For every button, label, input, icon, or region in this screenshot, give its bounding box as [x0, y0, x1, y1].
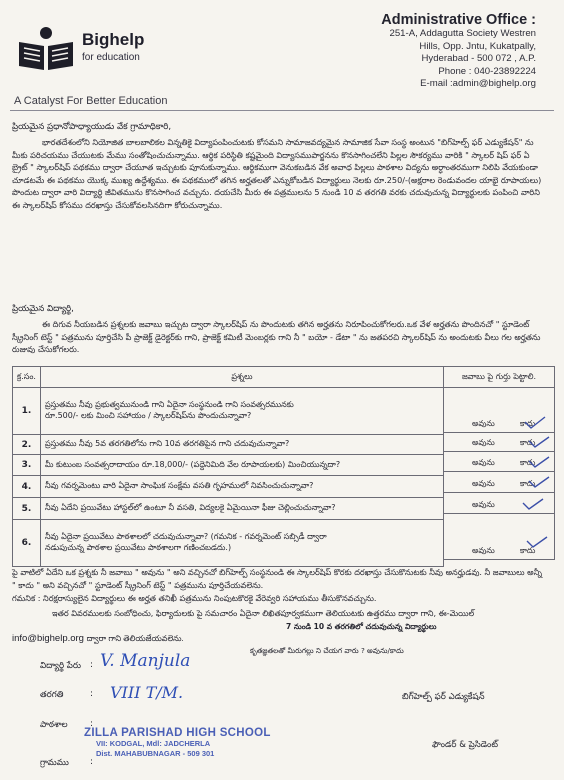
- note-paragraph: గమనిక : నిరక్షరాస్యులైన విద్యార్థులు ఈ అర్హత తనిఖీ పత్రమును నింపుటకొరకై వేరెవ్వరి సహాయము తీసుకొనవచ్చును.: [12, 593, 377, 603]
- table-row: [13, 476, 444, 498]
- answer-yes: అవును: [472, 500, 495, 509]
- signature-prompt: కృతజ్ఞతలతో మీరుగల్లు ని చేయగ వారు ? అవును/కాదు: [250, 646, 404, 655]
- question-text: మీ కుటుంబ సంవత్సరాదాయం రూ.18,000/- (పద్దెనిమిది వేల రూపాయలకు) మించియున్నదా?: [40, 455, 443, 476]
- eligibility-table: [12, 366, 444, 567]
- table-row: [13, 520, 444, 567]
- tick-mark-icon: [524, 416, 546, 430]
- answer-yes: అవును: [472, 438, 495, 447]
- contact-email[interactable]: info@bighelp.org: [12, 633, 84, 644]
- signoff-organization: బిగ్‌హెల్ప్ ఫర్ ఎడ్యుకేషన్: [402, 692, 485, 702]
- office-address-line: Hyderabad - 500 072 , A.P.: [421, 53, 536, 64]
- signoff-role: ఫౌండర్ & ప్రెసిడెంట్: [432, 740, 498, 750]
- office-address-line: Hills, Opp. Jntu, Kukatpally,: [419, 40, 536, 52]
- office-email: E-mail :admin@bighelp.org: [420, 78, 536, 89]
- class-range-note: 7 నుండి 10 వ తరగతిలో చదువుచున్న విద్యార్థులు: [286, 622, 437, 631]
- table-row: [13, 388, 444, 435]
- stamp-title: ZILLA PARISHAD HIGH SCHOOL: [84, 727, 271, 739]
- office-address-block: [276, 12, 536, 91]
- contact-paragraph: ఇతర వివరములకు సంబోధించు, ఫిర్యాదులకు పై సమచారం ఏదైనా లిఖితపూర్వకముగా తెలియుటకు ఉత్తరము ద్వారా గాని, ఈ-మెయిల్: [52, 608, 475, 618]
- contact-email-tail: ద్వారా గాని తెలియజేయవలెను.: [86, 634, 184, 643]
- student-name-label: విద్యార్థి పేరు: [40, 661, 81, 671]
- class-value[interactable]: VIII T/M.: [110, 683, 184, 702]
- colon: :: [90, 660, 94, 670]
- column-header-number: క్ర.సం.: [13, 367, 41, 388]
- colon: :: [90, 719, 94, 729]
- office-title: Administrative Office :: [381, 12, 536, 28]
- answer-no: కాదు: [520, 458, 536, 467]
- answer-no: కాదు: [520, 438, 536, 447]
- greeting-student: ప్రియమైన విద్యార్థి,: [12, 304, 74, 314]
- answer-no: కాదు: [520, 479, 536, 488]
- intro-paragraph: భారతదేశంలోని నియోజిత బాలబాలికల విన్నతికై విద్యాపంపించుటకు కోసమని సామాజవద్యమైన సామాజిక సేవా సంస్థ అంటున "బిగ్‌హెల్ప్ ఫర్ ఎడ్యుకేషన్" ను మీకు పరిచయము చేయుటకు మేము సంతోషించుచున్నాము. ఆర్థిక పరిస్థితి కష్టమైంది విద్యాసముపార్జనను కొనసాగించలేని పిల్లల సౌకర్యము వారికి " స్కాలర్ షిప్ ఫర్ ఏ బ్రైట్ " స్కాలర్‌షిప్ పథకము ద్వారా చేయూత ఇచ్చుటకు పూనుకున్నాము. ఆర్థికముగా వెనుకబడిన వేక అవాధ పిల్లలు పాఠశాల విద్యను అర్ధాంతరముగా నిలిపి వేయకుండా చూడటమే ఈ పథకము యొక్క ముఖ్య ఉద్దేశ్యము. ఈ పథకములో తగిన అర్హతలతో ఎన్నుకోబడిన విద్యార్థులు నెలకు రూ.250/-(అక్షరాల రెండువందల యాభై రూపాయలు) పొందుట ద్వారా వారి విద్యార్థి జీవితమును కొనసాగించ వచ్చును. దయచేసి మీరు ఈ పత్రములను 5 నుండి 10 వ తరగతి వరకు చదువుచున్న విద్యార్థులకు పంపించి వారిని ఈ స్కాలర్‌షిప్ కోసము దరఖాస్తు చేసుకోవలసినదిగా కోరుచున్నాము.: [12, 137, 542, 210]
- tick-mark-icon: [528, 456, 550, 468]
- colon: :: [90, 689, 94, 699]
- office-address-line: 251-A, Addagutta Society Westren: [389, 28, 536, 39]
- row-number: 2.: [13, 435, 41, 455]
- answer-yes: అవును: [472, 546, 495, 555]
- row-number: 6.: [13, 520, 41, 567]
- tick-mark-icon: [528, 476, 550, 488]
- answer-yes: అవును: [472, 479, 495, 488]
- question-text: నీవు ఏదైనా ప్రయివేటు పాఠశాలలో చదువుచున్నావా? (గమనిక - గవర్నమెంట్ సబ్సిడీ ద్వారా నడుపుచున్న పాఠశాల ప్రయివేటు పాఠశాలగా గణించబడదు.): [40, 520, 443, 567]
- header-divider: [10, 110, 554, 111]
- greeting-principal: ప్రియమైన ప్రధానోపాధ్యాయుడు వేక గ్రామాధికారి,: [12, 122, 172, 132]
- tick-mark-icon: [526, 536, 548, 548]
- row-number: 3.: [13, 455, 41, 476]
- contact-email-line: [12, 633, 184, 645]
- book-person-icon: [16, 26, 76, 72]
- answer-no: కాదు: [520, 419, 536, 428]
- answer-yes: అవును: [472, 458, 495, 467]
- stamp-line: VII: KODGAL, Mdl: JADCHERLA: [96, 739, 211, 748]
- column-header-answer: జవాబు పై గుర్తు పెట్టాలి.: [444, 366, 555, 388]
- table-row: [13, 435, 444, 455]
- brand-tagline: A Catalyst For Better Education: [14, 95, 168, 107]
- village-label: గ్రామము: [40, 758, 69, 768]
- colon: :: [90, 757, 94, 767]
- question-text: నీవు ఏదేని ప్రయివేటు హాస్టల్‌లో ఉంటూ నీ వసతి, విద్యలకై ఏమైయినా ఫీజు చెల్లించుచున్నావా?: [40, 498, 443, 520]
- answer-no: కాదు: [520, 546, 536, 555]
- question-text: ప్రస్తుతము నీవు ప్రభుత్వమునుండి గాని ఏదైనా సంస్థనుండి గాని సంవత్సరమునకు రూ.500/- లకు మించి సహాయం / స్కాలర్‌షిప్‌ను పొందుచున్నావా?: [40, 388, 443, 435]
- school-label: పాఠశాల: [40, 720, 68, 730]
- stamp-line: Dist. MAHABUBNAGAR - 509 301: [96, 749, 215, 758]
- question-text: ప్రస్తుతము నీవు 5వ తరగతిలోను గాని 10వ తరగతిపైన గాని చదువుచున్నావా?: [40, 435, 443, 455]
- question-text: నీవు గవర్నమెంటు వారి ఏదైనా సాంఘిక సంక్షేమ వసతి గృహములో నివసించుచున్నావా?: [40, 476, 443, 498]
- student-name-value[interactable]: V. Manjula: [100, 651, 191, 671]
- row-number: 1.: [13, 388, 41, 435]
- answer-yes: అవును: [472, 419, 495, 428]
- tick-mark-icon: [528, 436, 550, 448]
- school-stamp: [84, 727, 314, 759]
- row-number: 5.: [13, 498, 41, 520]
- column-header-question: ప్రశ్నలు: [40, 367, 443, 388]
- instructions-paragraph: ఈ దిగువ నీయబడిన ప్రశ్నలకు జవాబు ఇచ్చుట ద్వారా స్కాలర్‌షిప్ ను పొందుటకు తగిన అర్హతను నిరూపించుకోగలరు.ఒక వేళ అర్హతను పొందినచో " స్టూడెంట్ స్క్రీనింగ్ టెస్ట్ " పత్రమును పూర్తిచేసి పీ ప్రాజెక్ట్ డైరెక్టర్‌కు గాని, ప్రాజెక్ట్ కమిటీ మెంబర్లకు గాని నీ " బయో - డేటా " ను జతపరచి స్కాలర్‌షిప్ ను అందుటకు వీలు గల అర్హతను రుజువు చేసుకోగలరు.: [12, 319, 541, 355]
- tick-mark-icon: [522, 498, 544, 510]
- eligibility-rule-paragraph: పై వాటిలో ఏదేని ఒక ప్రశ్నకు నీ జవాబు " అవును " అని వచ్చినచో బిగ్‌హెల్ప్ సంస్థనుండి ఈ స్కాలర్‌షిప్ కొరకు దరఖాస్తు చేసుకొనుటకు నీవు అనర్హుడవు. నీ జవాబులు అన్నీ " కాదు " అని వచ్చినచో " స్టూడెంట్ స్క్రీనింగ్ టెస్ట్ " పత్రమును పూర్తిచేయవలెను.: [12, 567, 543, 590]
- row-number: 4.: [13, 476, 41, 498]
- office-phone: Phone : 040-23892224: [438, 65, 536, 77]
- brand-subtitle: for education: [82, 52, 140, 63]
- brand-name: Bighelp: [82, 30, 145, 49]
- table-row: [13, 455, 444, 476]
- class-label: తరగతి: [40, 690, 64, 700]
- table-row: [13, 498, 444, 520]
